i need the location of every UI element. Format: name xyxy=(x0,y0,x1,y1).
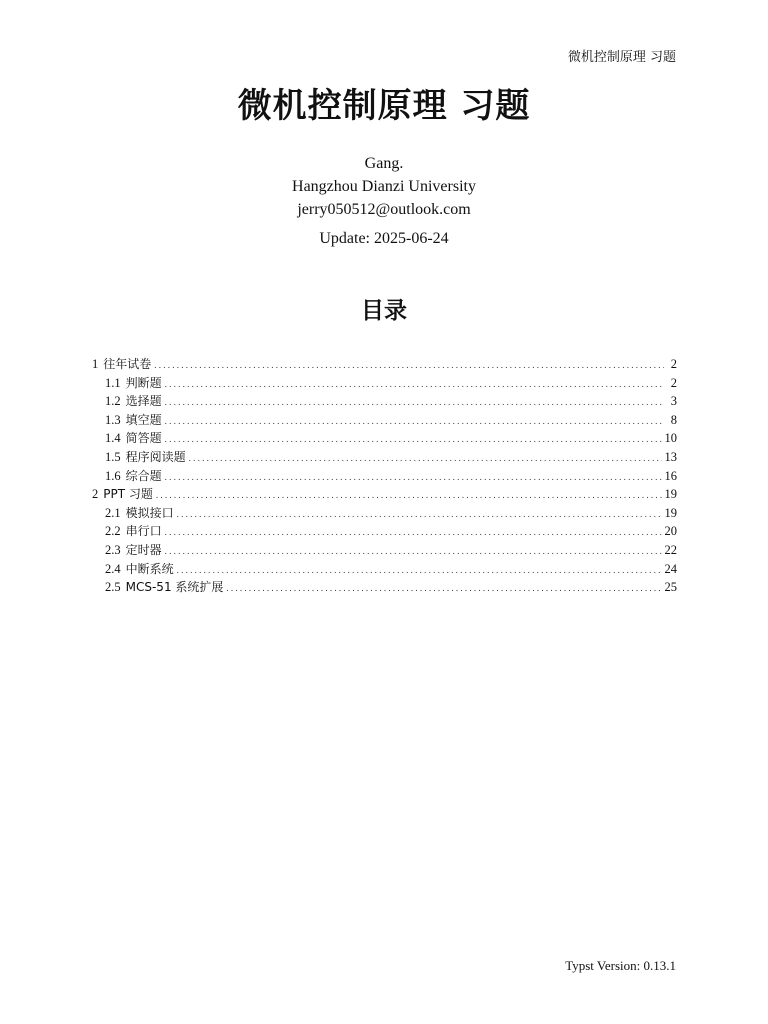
toc-leader-dots xyxy=(165,543,662,558)
toc-entry-number: 1 xyxy=(92,357,99,371)
toc-entry-label: 填空题 xyxy=(125,412,162,427)
toc-entry-page: 3 xyxy=(670,394,677,409)
author-affiliation: Hangzhou Dianzi University xyxy=(292,178,476,195)
toc-leader-dots xyxy=(226,580,661,595)
toc-entry-page: 2 xyxy=(670,357,677,371)
toc-entry[interactable] xyxy=(92,374,677,393)
toc-entry-label: 定时器 xyxy=(125,542,162,557)
toc-entry-label: 程序阅读题 xyxy=(125,449,186,464)
toc-entry-page: 16 xyxy=(664,468,677,483)
toc-entry-label: 简答题 xyxy=(125,431,162,446)
toc-entry-number: 2 xyxy=(92,487,99,502)
toc-entry[interactable] xyxy=(92,578,677,597)
toc-entry[interactable] xyxy=(92,411,677,430)
toc-heading: 目录 xyxy=(361,298,407,324)
toc-entry-page: 2 xyxy=(670,375,677,390)
toc-entry-label: 中断系统 xyxy=(125,561,174,576)
toc-entry[interactable] xyxy=(92,448,677,467)
toc-entry-number: 2.3 xyxy=(105,542,121,557)
toc-leader-dots xyxy=(165,469,662,484)
footer-version: Typst Version: 0.13.1 xyxy=(565,958,676,973)
toc-entry-page: 8 xyxy=(670,412,677,427)
author-email: jerry050512@outlook.com xyxy=(297,201,471,218)
toc-entry-page: 24 xyxy=(664,561,677,576)
toc-entry-label: PPT 习题 xyxy=(103,487,153,502)
toc-leader-dots xyxy=(165,524,662,539)
toc-entry-page: 13 xyxy=(664,449,677,464)
toc-entry[interactable] xyxy=(92,429,677,448)
toc-entry-page: 25 xyxy=(664,580,677,595)
toc-entry-label: MCS-51 系统扩展 xyxy=(125,580,224,595)
update-date: Update: 2025-06-24 xyxy=(319,230,449,247)
toc-leader-dots xyxy=(177,562,662,577)
toc-entry-number: 2.5 xyxy=(105,580,121,595)
toc-leader-dots xyxy=(189,450,662,465)
toc-entry-page: 19 xyxy=(664,505,677,520)
toc-entry-label: 模拟接口 xyxy=(125,505,174,520)
toc-entry[interactable] xyxy=(92,522,677,541)
toc-entry[interactable] xyxy=(92,560,677,579)
toc-leader-dots xyxy=(165,431,662,446)
toc-entry-label: 选择题 xyxy=(125,394,162,409)
toc-entry[interactable] xyxy=(92,392,677,411)
toc-leader-dots xyxy=(156,487,662,502)
toc-entry-label: 串行口 xyxy=(125,524,162,539)
toc-entry[interactable] xyxy=(92,541,677,560)
toc-entry-number: 1.5 xyxy=(105,449,121,464)
author-block xyxy=(0,152,768,221)
toc-leader-dots xyxy=(177,506,662,521)
toc-entry[interactable] xyxy=(92,355,677,374)
toc-entry-label: 判断题 xyxy=(125,375,162,390)
toc-leader-dots xyxy=(165,394,664,409)
toc-entry-number: 2.1 xyxy=(105,505,121,520)
table-of-contents xyxy=(92,355,677,597)
toc-entry-number: 2.2 xyxy=(105,524,121,539)
toc-entry-number: 2.4 xyxy=(105,561,121,576)
toc-entry[interactable] xyxy=(92,467,677,486)
toc-entry-label: 综合题 xyxy=(125,468,162,483)
toc-entry-page: 22 xyxy=(664,542,677,557)
running-header: 微机控制原理 习题 xyxy=(567,50,676,65)
toc-entry-number: 1.6 xyxy=(105,468,121,483)
author-name: Gang. xyxy=(364,155,404,172)
toc-entry-number: 1.4 xyxy=(105,431,121,446)
toc-leader-dots xyxy=(165,376,664,391)
toc-entry-page: 10 xyxy=(664,431,677,446)
toc-entry-number: 1.1 xyxy=(105,375,121,390)
toc-entry-page: 20 xyxy=(664,524,677,539)
toc-leader-dots xyxy=(154,357,664,372)
toc-entry[interactable] xyxy=(92,485,677,504)
toc-entry-number: 1.3 xyxy=(105,412,121,427)
toc-leader-dots xyxy=(165,413,664,428)
toc-entry-page: 19 xyxy=(664,487,677,502)
document-title: 微机控制原理 习题 xyxy=(237,86,531,126)
toc-entry-number: 1.2 xyxy=(105,394,121,409)
toc-entry[interactable] xyxy=(92,504,677,523)
toc-entry-label: 往年试卷 xyxy=(103,357,152,371)
